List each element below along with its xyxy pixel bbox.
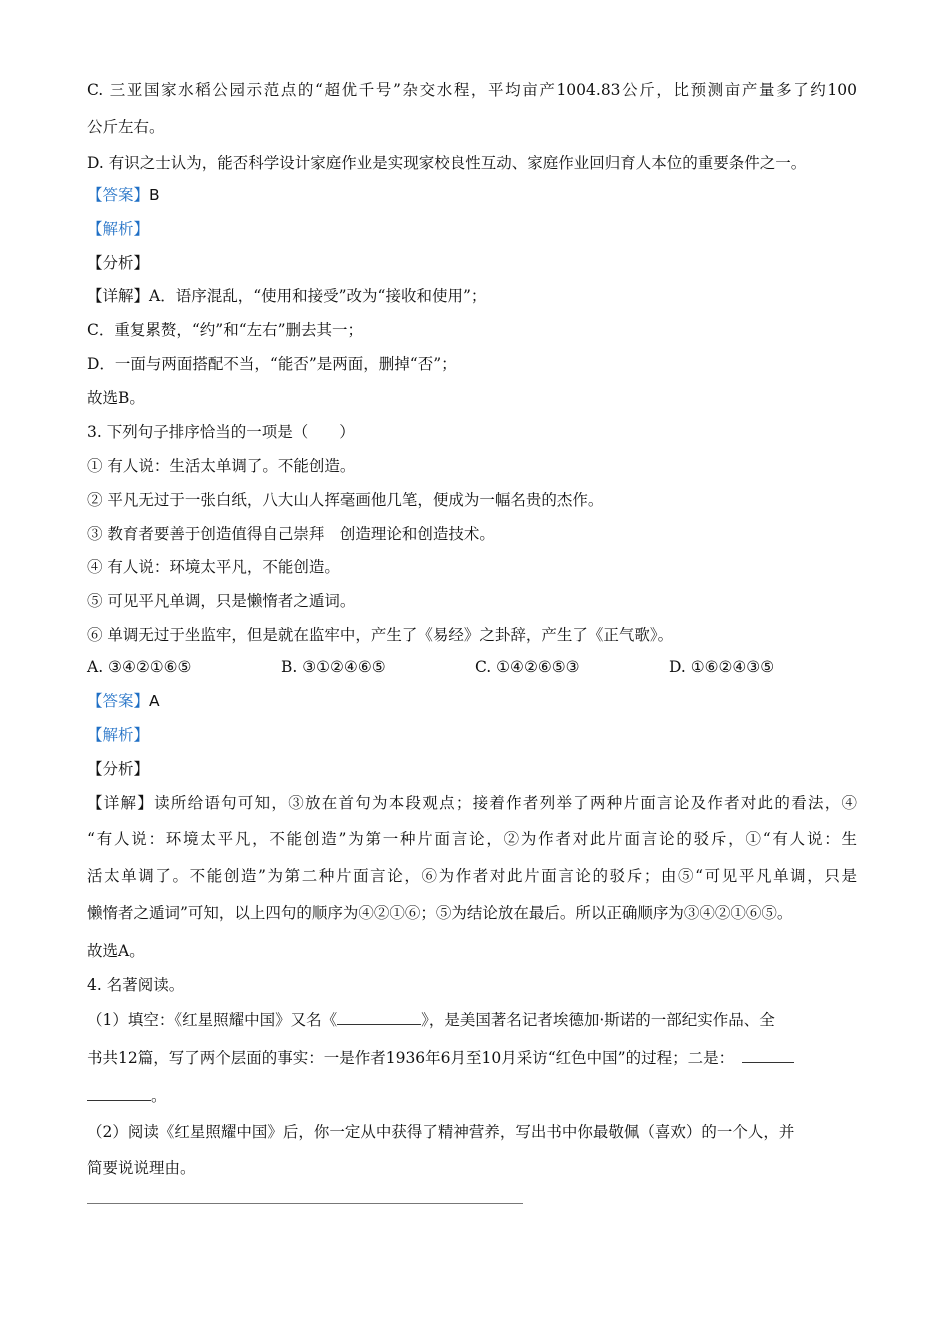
q3-option-c: C. ①④②⑥⑤③ [475, 658, 580, 676]
q2-option-d: D. 有识之士认为，能否科学设计家庭作业是实现家校良性互动、家庭作业回归育人本位的重要条件之一。 [87, 154, 807, 172]
q3-item-2: ② 平凡无过于一张白纸，八大山人挥毫画他几笔，便成为一幅名贵的杰作。 [87, 491, 604, 509]
q2-option-c-line1: C. 三亚国家水稻公园示范点的“超优千号”杂交水程，平均亩产1004.83公斤，比预测亩产量多了约100 [87, 81, 857, 99]
q3-stem: 3. 下列句子排序恰当的一项是（ ） [87, 423, 355, 441]
q4-part1-end: 。 [151, 1087, 167, 1105]
q3-answer-row [87, 691, 160, 711]
q4-part1-line2 [87, 1048, 794, 1068]
answer-value: B [149, 186, 160, 204]
q2-detail-line3: D．一面与两面搭配不当，“能否”是两面，删掉“否”； [87, 355, 457, 373]
q3-detail-line4: 懒惰者之遁词”可知，以上四句的顺序为④②①⑥；⑤为结论放在最后。所以正确顺序为③④②①⑥⑤。 [87, 904, 793, 922]
q2-option-c-line2: 公斤左右。 [87, 118, 165, 136]
q3-item-6: ⑥ 单调无过于坐监牢，但是就在监牢中，产生了《易经》之卦辞，产生了《正气歌》。 [87, 626, 674, 644]
q4-part2-line1: （2）阅读《红星照耀中国》后，你一定从中获得了精神营养，写出书中你最敬佩（喜欢）的一个人，并 [87, 1123, 795, 1141]
q2-detail-line1: 【详解】A．语序混乱，“使用和接受”改为“接收和使用”； [87, 287, 487, 305]
q3-item-5: ⑤ 可见平凡单调，只是懒惰者之遁词。 [87, 592, 356, 610]
fill-blank-book-alias[interactable] [337, 1010, 421, 1025]
answer-tag: 【答案】 [87, 692, 150, 710]
q3-detail-line3: 活太单调了。不能创造”为第二种片面言论，⑥为作者对此片面言论的驳斥；由⑤“可见平凡单调，只是 [87, 867, 857, 885]
q4-part1-text-b: 》，是美国著名记者埃德加·斯诺的一部纪实作品、全 [421, 1011, 775, 1029]
q2-answer-row [87, 185, 160, 205]
analysis-tag: 【解析】 [87, 726, 150, 744]
q3-option-d: D. ①⑥②④③⑤ [669, 658, 775, 676]
q3-item-3: ③ 教育者要善于创造值得自己崇拜 创造理论和创造技术。 [87, 525, 495, 543]
q3-item-4: ④ 有人说：环境太平凡，不能创造。 [87, 558, 340, 576]
fenxi-tag: 【分析】 [87, 254, 150, 272]
q4-stem: 4. 名著阅读。 [87, 976, 185, 994]
q4-part1-text-a: （1）填空：《红星照耀中国》又名《 [87, 1011, 338, 1029]
q3-option-b: B. ③①②④⑥⑤ [281, 658, 386, 676]
q3-item-1: ① 有人说：生活太单调了。不能创造。 [87, 457, 356, 475]
answer-writing-line[interactable] [87, 1203, 523, 1204]
q3-conclusion: 故选A。 [87, 942, 145, 960]
fenxi-tag: 【分析】 [87, 760, 150, 778]
q4-part1-line1 [87, 1010, 775, 1030]
q3-option-a: A. ③④②①⑥⑤ [87, 658, 192, 676]
fill-blank-second-fact-end[interactable] [87, 1086, 151, 1101]
answer-tag: 【答案】 [87, 186, 150, 204]
q4-part1-text-c: 书共12篇，写了两个层面的事实：一是作者1936年6月至10月采访“红色中国”的过程；二是： [87, 1049, 735, 1067]
answer-value: A [149, 692, 160, 710]
q2-conclusion: 故选B。 [87, 389, 145, 407]
q2-detail-line2: C．重复累赘，“约”和“左右”删去其一； [87, 321, 364, 339]
q3-detail-line2: “有人说：环境太平凡，不能创造”为第一种片面言论，②为作者对此片面言论的驳斥，①“有人说：生 [87, 830, 857, 848]
q3-detail-line1: 【详解】读所给语句可知，③放在首句为本段观点；接着作者列举了两种片面言论及作者对此的看法，④ [87, 794, 857, 812]
analysis-tag: 【解析】 [87, 220, 150, 238]
q4-part2-line2: 简要说说理由。 [87, 1159, 196, 1177]
q4-part1-line3 [87, 1086, 167, 1106]
fill-blank-second-fact-start[interactable] [742, 1048, 794, 1063]
